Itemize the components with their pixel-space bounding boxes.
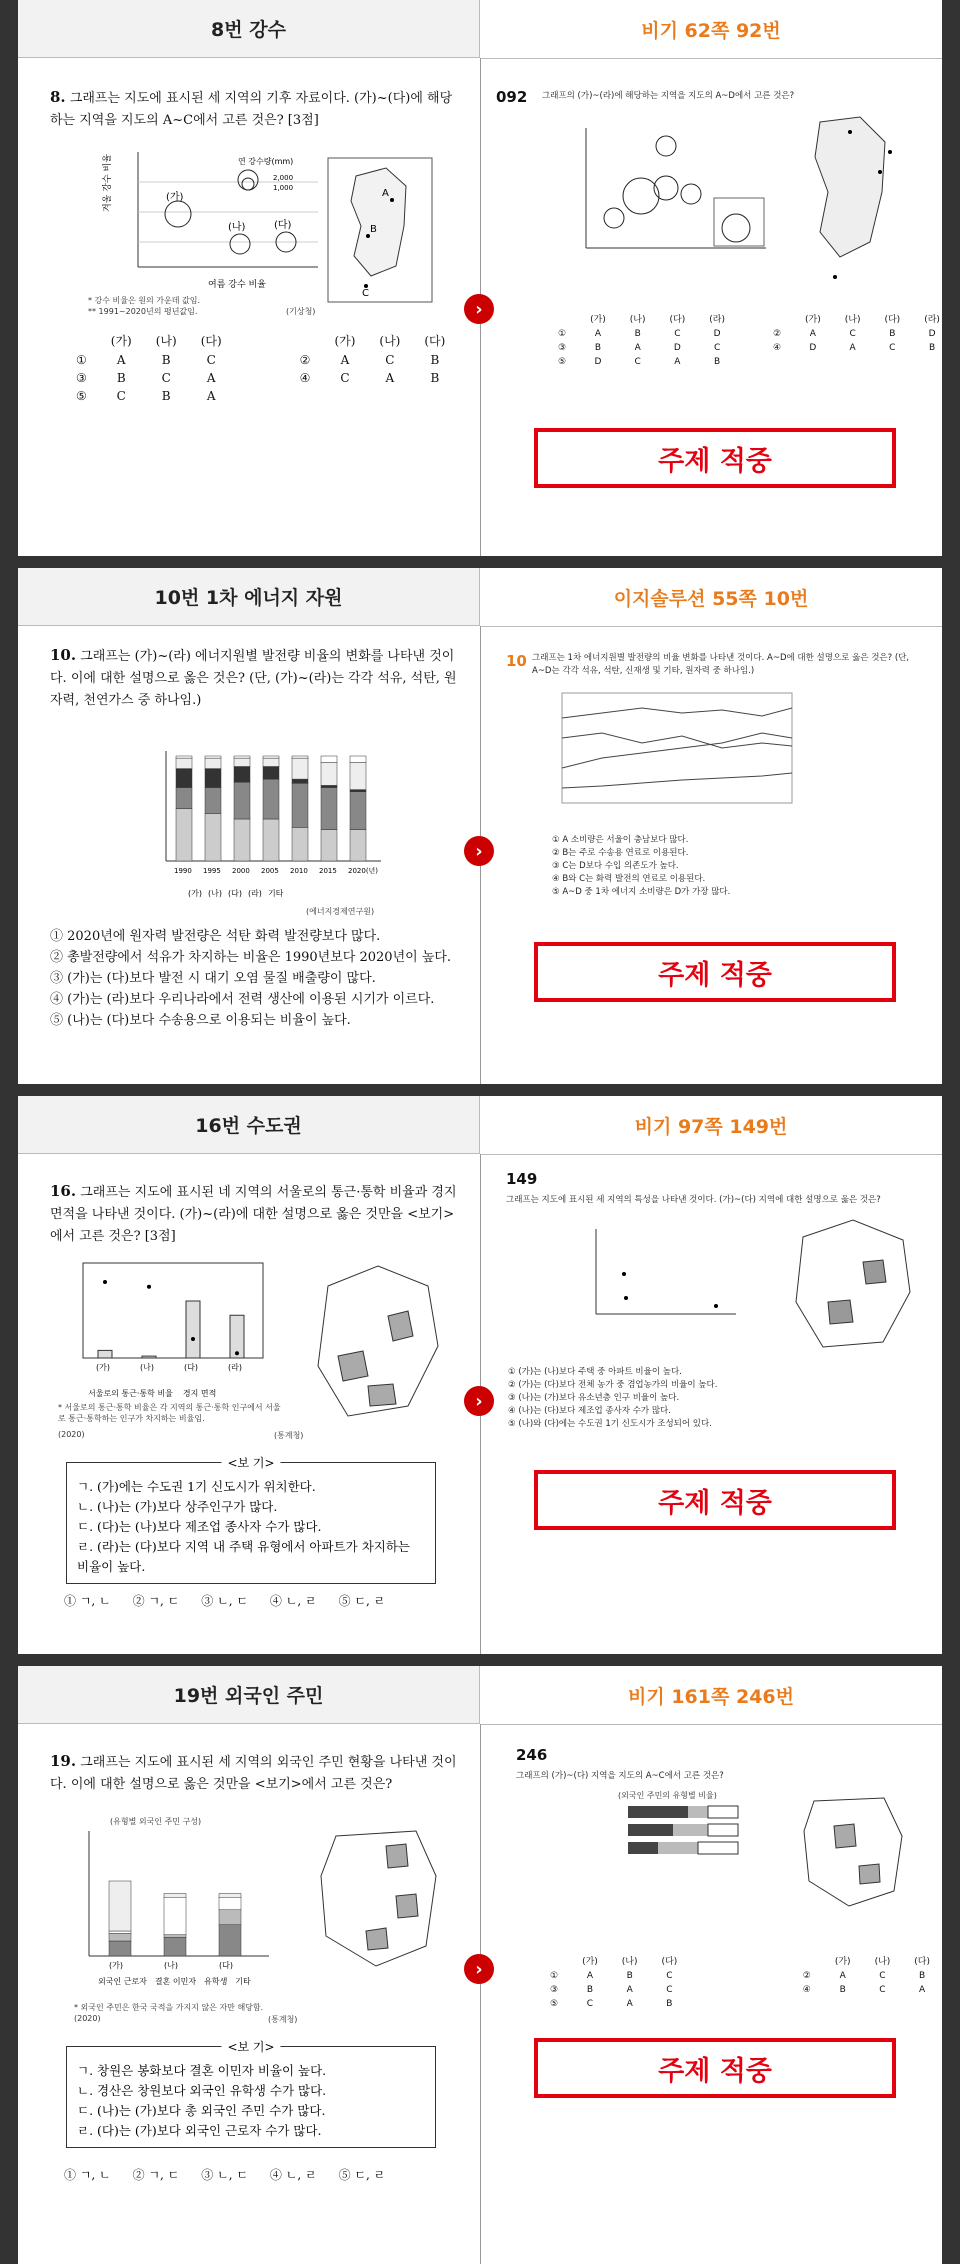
section-title: 19번 외국인 주민 (18, 1666, 480, 1724)
option[interactable]: ⑤ (나)는 (다)보다 수송용으로 이용되는 비율이 높다. (50, 1013, 351, 1028)
bar-segment (234, 782, 250, 819)
reference-title: 이지솔루션 55쪽 10번 (480, 568, 942, 627)
dot (103, 1280, 107, 1284)
bogi-item: ㄴ. (나)는 (가)보다 상주인구가 많다. (77, 1499, 278, 1514)
question-number: 8. (50, 88, 66, 106)
bar-segment (263, 758, 279, 766)
legend-item: 서울로의 통근·통학 비율 (88, 1389, 173, 1398)
section-title: 8번 강수 (18, 0, 480, 58)
ref-question-text: 그래프는 1차 에너지원별 발전량의 비율 변화를 나타낸 것이다. A~D에 대한 설명으로 옳은 것은? (단, A~D는 각각 석유, 석탄, 신재생 및 기타, 원자력 중 하나임.) (532, 653, 910, 676)
topic-hit-badge: 주제 적중 (534, 942, 896, 1002)
option[interactable]: ③ C는 D보다 수입 의존도가 높다. (552, 861, 679, 871)
bar-segment (292, 779, 308, 783)
column-divider (480, 1724, 481, 2264)
bar-segment (109, 1881, 131, 1931)
option[interactable]: ① A 소비량은 서울이 충남보다 많다. (552, 835, 689, 845)
option[interactable]: ④ B와 C는 화력 발전의 연료로 이용된다. (552, 874, 706, 884)
legend-title: 연 강수량(mm) (238, 157, 294, 166)
question-block (50, 644, 460, 712)
x-tick-label: 1995 (203, 867, 221, 875)
x-tick-label: 1990 (174, 867, 192, 875)
question-text: 그래프는 지도에 표시된 네 지역의 서울로의 통근·통학 비율과 경지 면적을 나타낸 것이다. (가)~(라)에 대한 설명으로 옳은 것만을 <보기>에서 고른 것은? [3점] (50, 1185, 457, 1244)
x-tick-label: 2005 (261, 867, 279, 875)
bar-segment (292, 758, 308, 779)
question-text: 그래프는 지도에 표시된 세 지역의 외국인 주민 현황을 나타낸 것이다. 이에 대한 설명으로 옳은 것만을 <보기>에서 고른 것은? (50, 1755, 457, 1792)
yeongnam-map (306, 1816, 456, 1986)
bubble-chart (98, 142, 328, 292)
bar-segment (164, 1935, 186, 1938)
reference-title: 비기 62쪽 92번 (480, 0, 942, 59)
bar-segment (109, 1941, 131, 1956)
legend-item: 결혼 이민자 (154, 1977, 197, 1986)
answer-row: ③ B A D C ④ D A C B (558, 343, 936, 353)
legend-value: 2,000 (273, 174, 294, 182)
answer-option[interactable]: ② ㄱ, ㄷ (132, 2168, 180, 2182)
ref-question-number: 149 (506, 1170, 538, 1188)
answer-option[interactable]: ① ㄱ, ㄴ (64, 1594, 111, 1608)
bar-segment (205, 756, 221, 758)
option[interactable]: ③ (가)는 (다)보다 발전 시 대기 오염 물질 배출량이 많다. (50, 971, 376, 986)
bogi-item: ㄷ. (다)는 (나)보다 제조업 종사자 수가 많다. (77, 1519, 322, 1534)
x-tick-label: 2015 (319, 867, 337, 875)
stacked-bar-chart (146, 746, 386, 876)
ref-question-number: 10 (506, 652, 527, 670)
map-label: C (362, 288, 369, 299)
bubble-na (230, 234, 250, 254)
answer-row: ① A B C ② A C B (550, 1971, 926, 1981)
bar-segment (350, 792, 366, 830)
ref-chart-title: (외국인 주민의 유형별 비율) (618, 1791, 717, 1800)
bar-segment (109, 1934, 131, 1942)
bubble-label: (가) (166, 192, 184, 203)
legend-value: 1,000 (273, 184, 294, 192)
bar-segment (164, 1894, 186, 1898)
bar-segment (219, 1894, 241, 1898)
ref-korea-map (790, 112, 910, 292)
section-foreign-residents (18, 1666, 942, 2264)
korea-map (326, 156, 436, 306)
chart-legend (188, 888, 283, 899)
bar-segment (219, 1910, 241, 1925)
answer-option[interactable]: ① ㄱ, ㄴ (64, 2168, 111, 2182)
chart-source: (에너지경제연구원) (306, 907, 375, 916)
reference-title: 비기 97쪽 149번 (480, 1096, 942, 1155)
reference-title: 비기 161쪽 246번 (480, 1666, 942, 1725)
question-number: 16. (50, 1182, 77, 1200)
x-tick-label: (가) (96, 1363, 110, 1372)
bar-segment (234, 819, 250, 861)
section-capital-region (18, 1096, 942, 1654)
bar-segment (350, 756, 366, 762)
dot (147, 1285, 151, 1289)
chart-note: * 외국인 주민은 한국 국적을 가지지 않은 자만 해당함. (74, 2003, 264, 2012)
bogi-item: ㄷ. (나)는 (가)보다 총 외국인 주민 수가 많다. (77, 2103, 326, 2118)
chart-note: * 강수 비율은 원의 가운데 값임. (88, 296, 200, 305)
bubble-label: (다) (274, 220, 292, 231)
answer-option[interactable]: ④ ㄴ, ㄹ (269, 2168, 317, 2182)
ref-capital-map (788, 1212, 918, 1352)
legend-item: (나) (207, 889, 222, 898)
answer-choices (64, 1592, 385, 1609)
section-title: 16번 수도권 (18, 1096, 480, 1154)
bar (142, 1356, 156, 1358)
bubble-label: (나) (228, 222, 246, 233)
bar-segment (263, 779, 279, 819)
question-text: 그래프는 지도에 표시된 세 지역의 기후 자료이다. (가)~(다)에 해당하는 지역을 지도의 A~C에서 고른 것은? [3점] (50, 91, 453, 128)
ref-options-list (508, 1366, 717, 1431)
bogi-item: ㄱ. (가)에는 수도권 1기 신도시가 위치한다. (77, 1479, 316, 1494)
ref-line-chart (542, 688, 842, 828)
bar-segment (263, 767, 279, 780)
legend-item: 경지 면적 (182, 1389, 217, 1398)
bar-segment (219, 1897, 241, 1910)
option[interactable]: ② B는 주로 수송용 연료로 이용된다. (552, 848, 689, 858)
bogi-title: <보 기> (221, 2037, 280, 2057)
question-number: 10. (50, 646, 77, 664)
bar-segment (219, 1925, 241, 1956)
bogi-box (66, 2040, 436, 2148)
bar-segment (176, 769, 192, 788)
topic-hit-badge: 주제 적중 (534, 2038, 896, 2098)
bar-segment (292, 783, 308, 827)
option[interactable]: ① (가)는 (나)보다 주택 중 아파트 비율이 높다. (508, 1367, 682, 1377)
answer-option[interactable]: ⑤ ㄷ, ㄹ (338, 2168, 386, 2182)
capital-map (308, 1256, 448, 1426)
question-text: 그래프는 (가)~(라) 에너지원별 발전량 비율의 변화를 나타낸 것이다. 이에 대한 설명으로 옳은 것은? (단, (가)~(라)는 각각 석유, 석탄, 원자력, 천연가스 중 하나임.) (50, 649, 457, 708)
chart-source: (통계청) (274, 1431, 304, 1440)
answer-option[interactable]: ④ ㄴ, ㄹ (269, 1594, 317, 1608)
bar-segment (234, 756, 250, 758)
bar-segment (205, 788, 221, 814)
bar-segment (321, 788, 337, 830)
question-block (50, 1180, 460, 1248)
bar-segment (321, 756, 337, 762)
ref-question-text: 그래프는 지도에 표시된 세 지역의 특성을 나타낸 것이다. (가)~(다) 지역에 대한 설명으로 옳은 것은? (506, 1195, 881, 1205)
option[interactable]: ⑤ (나)와 (다)에는 수도권 1기 신도시가 조성되어 있다. (508, 1419, 712, 1429)
bar-segment (292, 756, 308, 758)
chart-note: * 서울로의 통근·통학 비율은 각 지역의 통근·통학 인구에서 서울로 통근·통학하는 인구가 차지하는 비율임. (58, 1403, 281, 1423)
section-energy (18, 568, 942, 1084)
dot (191, 1337, 195, 1341)
x-tick-label: (가) (109, 1961, 123, 1970)
bar-segment (176, 809, 192, 862)
answer-row: ① A B C ② A C B (76, 353, 440, 367)
answer-row: ③ B C A ④ C A B (76, 371, 440, 385)
x-tick-label: (나) (164, 1961, 178, 1970)
answer-option[interactable]: ⑤ ㄷ, ㄹ (338, 1594, 386, 1608)
chart-source: (통계청) (268, 2015, 298, 2024)
next-arrow-icon[interactable]: › (464, 836, 494, 866)
x-tick-label: (라) (228, 1363, 242, 1372)
bar-segment (350, 830, 366, 862)
x-tick-label: 2000 (232, 867, 250, 875)
bar-segment (164, 1937, 186, 1956)
answer-row: ⑤ C B A (76, 389, 216, 403)
chart-source-year: (2020) (74, 2014, 101, 2023)
option[interactable]: ② 총발전량에서 석유가 차지하는 비율은 1990년보다 2020년이 높다. (50, 950, 452, 965)
bar-segment (205, 769, 221, 788)
next-arrow-icon[interactable]: › (464, 1954, 494, 1984)
section-title: 10번 1차 에너지 자원 (18, 568, 480, 626)
answer-row: ⑤ C A B (550, 1999, 673, 2009)
topic-hit-badge: 주제 적중 (534, 428, 896, 488)
bar-segment (321, 785, 337, 787)
option[interactable]: ② (가)는 (다)보다 전체 농가 중 겸업농가의 비율이 높다. (508, 1380, 718, 1390)
option[interactable]: ④ (나)는 (다)보다 제조업 종사자 수가 많다. (508, 1406, 671, 1416)
x-tick-label: (다) (184, 1363, 198, 1372)
bogi-box (66, 1456, 436, 1584)
next-arrow-icon[interactable]: › (464, 1386, 494, 1416)
y-axis-label: 겨울 강수 비율 (103, 154, 113, 212)
legend-item: 유학생 (204, 1977, 228, 1986)
chart-note: ** 1991~2020년의 평년값임. (88, 307, 198, 316)
map-label: B (370, 224, 377, 235)
answer-row: ⑤ D C A B (558, 357, 721, 367)
bar-segment (234, 758, 250, 766)
ref-scatter-chart (566, 1224, 746, 1334)
bar-segment (205, 758, 221, 769)
option[interactable]: ③ (나)는 (가)보다 유소년층 인구 비율이 높다. (508, 1393, 680, 1403)
bar-segment (321, 830, 337, 862)
answer-option[interactable]: ③ ㄴ, ㄷ (201, 1594, 248, 1608)
ref-question-text: 그래프의 (가)~(다) 지역을 지도의 A~C에서 고른 것은? (516, 1771, 724, 1781)
bar-segment (109, 1931, 131, 1934)
option[interactable]: ① 2020년에 원자력 발전량은 석탄 화력 발전량보다 많다. (50, 929, 381, 944)
bar-segment (263, 819, 279, 861)
bogi-item: ㄹ. (다)는 (가)보다 외국인 근로자 수가 많다. (77, 2123, 322, 2138)
answer-table: (가) (나) (다) (가) (나) (다) ① A B C ② A C B ③ B C A ④ C A B ⑤ C B A (64, 330, 457, 405)
x-tick-label: 2010 (290, 867, 308, 875)
x-tick-label: (나) (140, 1363, 154, 1372)
next-arrow-icon[interactable]: › (464, 294, 494, 324)
bar-segment (176, 758, 192, 769)
bogi-item: ㄹ. (라)는 (다)보다 지역 내 주택 유형에서 아파트가 차지하는 비율이 높다. (77, 1539, 410, 1574)
ref-options-list (552, 834, 730, 899)
legend-item: 기타 (235, 1977, 251, 1986)
question-block (50, 1750, 460, 1796)
answer-option[interactable]: ② ㄱ, ㄷ (132, 1594, 180, 1608)
topic-hit-badge: 주제 적중 (534, 1470, 896, 1530)
bar-dot-chart (58, 1258, 298, 1378)
chart-source-year: (2020) (58, 1430, 85, 1439)
ref-answer-table: (가) (나) (다) (라) (가) (나) (다) (라) ① A B C D ② A C B D ③ B A D C ④ D A C B ⑤ D C A B (546, 310, 952, 369)
ref-question-number: 092 (496, 88, 528, 106)
bar-segment (263, 756, 279, 758)
chart-source: (기상청) (286, 307, 316, 316)
bar-segment (292, 827, 308, 861)
answer-choices (64, 2166, 385, 2183)
answer-option[interactable]: ③ ㄴ, ㄷ (201, 2168, 248, 2182)
ref-yeongnam-map (794, 1786, 914, 1916)
bogi-title: <보 기> (221, 1453, 280, 1473)
legend-item: 외국인 근로자 (98, 1977, 147, 1986)
option[interactable]: ⑤ A~D 중 1차 에너지 소비량은 D가 가장 많다. (552, 887, 731, 897)
section-precipitation (18, 0, 942, 556)
bar-segment (234, 767, 250, 783)
option[interactable]: ④ (가)는 (라)보다 우리나라에서 전력 생산에 이용된 시기가 이르다. (50, 992, 435, 1007)
x-axis-label: 여름 강수 비율 (208, 280, 266, 290)
x-tick-label: 2020(년) (348, 867, 379, 875)
legend-item: 기타 (267, 889, 284, 898)
chart-legend (88, 1388, 216, 1399)
bar-segment (164, 1897, 186, 1935)
ref-question-number: 246 (516, 1746, 548, 1764)
chart-legend (98, 1976, 251, 1987)
bar (98, 1350, 112, 1358)
bar-segment (350, 790, 366, 792)
dot (235, 1351, 239, 1355)
bar-segment (321, 762, 337, 785)
stacked-bar-chart (64, 1826, 284, 1976)
bogi-item: ㄱ. 창원은 봉화보다 결혼 이민자 비율이 높다. (77, 2063, 327, 2078)
chart-title: (유형별 외국인 주민 구성) (110, 1817, 202, 1826)
bar-segment (176, 756, 192, 758)
bar-segment (176, 788, 192, 809)
bubble-ga (165, 201, 191, 227)
x-tick-label: (다) (219, 1961, 233, 1970)
answer-row: ③ B A C ④ B C A (550, 1985, 926, 1995)
bogi-item: ㄴ. 경산은 창원보다 외국인 유학생 수가 많다. (77, 2083, 327, 2098)
legend-item: (라) (247, 889, 262, 898)
ref-bubble-chart (546, 118, 776, 268)
ref-answer-table: (가) (나) (다) (가) (나) (다) ① A B C ② A C B ③ B A C ④ B C A ⑤ C A B (538, 1952, 942, 2011)
ref-question-text: 그래프의 (가)~(라)에 해당하는 지역을 지도의 A~D에서 고른 것은? (542, 91, 795, 101)
options-list (50, 926, 460, 1031)
bar-segment (350, 762, 366, 789)
map-label: A (382, 188, 389, 199)
question-block (50, 86, 460, 132)
answer-row: ① A B C D ② A C B D (558, 329, 936, 339)
legend-item: (다) (227, 889, 242, 898)
question-number: 19. (50, 1752, 77, 1770)
bar-segment (205, 814, 221, 861)
bar (186, 1301, 200, 1358)
legend-item: (가) (188, 889, 202, 898)
ref-bar-chart (598, 1802, 778, 1882)
